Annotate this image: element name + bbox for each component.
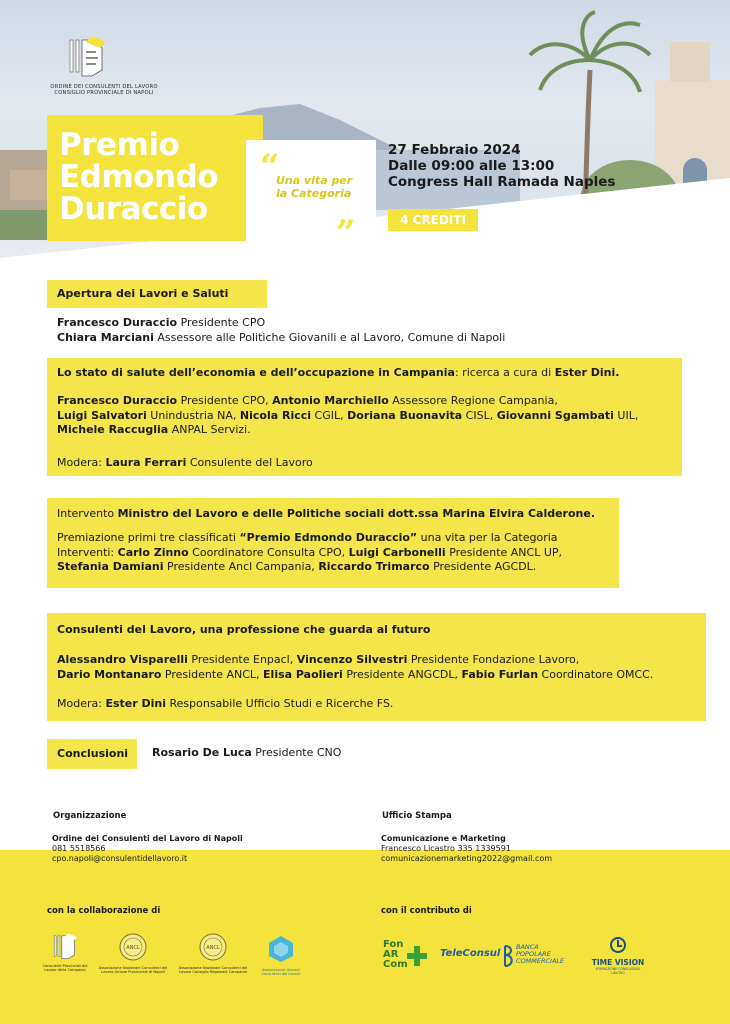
section-title-text: Lo stato di salute dell’economia e dell’occupazione in Campania	[57, 366, 455, 379]
partner-caption: Associazione Nazionale Consulenti del Lavoro Unione Provinciale di Napoli	[98, 966, 168, 975]
award-name: “Premio Edmondo Duraccio”	[239, 531, 418, 544]
speaker-line	[57, 331, 677, 346]
speaker-role: Presidente Enpacl,	[187, 653, 297, 666]
speaker-name: Antonio Marchiello	[272, 394, 389, 407]
collab-label: con la collaborazione di	[47, 906, 161, 916]
partner-ancl-campania	[176, 932, 250, 975]
section-title: Apertura dei Lavori e Saluti	[57, 287, 229, 300]
speaker-role: CGIL,	[311, 408, 348, 422]
event-venue: Congress Hall Ramada Naples	[388, 174, 616, 190]
conclusions-speaker	[152, 746, 341, 761]
sponsor-fonarcom	[383, 940, 433, 980]
cdl-logo-icon	[50, 932, 80, 960]
bpc-text: POPOLARE	[516, 950, 551, 958]
speaker-role: Assessore alle Politiche Giovanili e al Lavoro, Comune di Napoli	[153, 330, 506, 344]
speaker-role: Presidente ANCL UP,	[445, 545, 563, 559]
quote-text: Una vita per la Categoria	[276, 174, 353, 200]
interventions-label: Interventi:	[57, 545, 118, 559]
partner-caption: Associazione Giovani Consulenti del Lavoro	[261, 968, 301, 977]
speaker-name: Elisa Paolieri	[263, 667, 343, 681]
fonarcom-text: AR	[383, 949, 399, 960]
agcdl-logo-icon	[266, 934, 296, 964]
researcher-name: Ester Dini.	[554, 366, 620, 379]
moderator-name: Ester Dini	[105, 697, 166, 710]
fonarcom-text: Fon	[383, 939, 404, 950]
section-economy	[47, 358, 682, 476]
press-contacts	[381, 834, 552, 864]
timevision-logo-icon	[609, 936, 627, 954]
fonarcom-text: Com	[383, 959, 408, 970]
svg-text:ANCL: ANCL	[126, 945, 140, 951]
moderator-name: Laura Ferrari	[105, 456, 187, 469]
speaker-role: UIL,	[613, 408, 639, 422]
moderator-line	[57, 697, 393, 712]
speaker-name: Giovanni Sgambati	[496, 408, 614, 422]
sponsor-timevision	[590, 936, 646, 975]
speaker-name: Carlo Zinno	[117, 545, 189, 559]
title-line: Edmondo	[59, 159, 219, 195]
title-box	[47, 115, 263, 241]
speaker-name: Stefania Damiani	[57, 560, 164, 573]
speaker-name: Luigi Salvatori	[57, 408, 147, 422]
speaker-name: Michele Raccuglia	[57, 423, 169, 436]
event-date: 27 Febbraio 2024	[388, 142, 521, 158]
bpc-logo-icon	[503, 944, 515, 968]
credits-badge: 4 CREDITI	[388, 209, 478, 231]
event-title	[59, 129, 218, 225]
open-quote-icon: “	[260, 147, 280, 187]
speakers-list	[57, 653, 702, 682]
bpc-text: BANCA	[516, 943, 539, 951]
svg-text:ANCL: ANCL	[206, 945, 220, 951]
section-opening-speakers	[57, 316, 677, 345]
speaker-name: Luigi Carbonelli	[348, 545, 446, 559]
org-contacts	[52, 834, 243, 864]
plus-icon	[407, 946, 427, 966]
sponsor-teleconsul: TeleConsul	[440, 948, 501, 959]
press-name: Comunicazione e Marketing	[381, 834, 506, 843]
conclusions-label: Conclusioni	[57, 747, 129, 760]
minister-line	[57, 507, 617, 522]
partner-ancl-napoli	[96, 932, 170, 975]
section-future	[47, 613, 706, 721]
award-text: una vita per la Categoria	[417, 531, 558, 544]
org-label-box	[47, 806, 137, 826]
contrib-label: con il contributo di	[381, 906, 472, 916]
bpc-text: COMMERCIALE	[516, 957, 565, 965]
speaker-name: Riccardo Trimarco	[318, 560, 430, 573]
speaker-role: Presidente AGCDL.	[429, 560, 537, 573]
event-time: Dalle 09:00 alle 13:00	[388, 158, 555, 174]
speaker-name: Doriana Buonavita	[347, 408, 463, 422]
org-email[interactable]: cpo.napoli@consulentidellavoro.it	[52, 854, 188, 863]
section-title-tail: : ricerca a cura di	[454, 366, 555, 379]
press-label-box	[376, 806, 454, 826]
org-name: Ordine dei Consulenti del Lavoro di Napoli	[52, 834, 243, 843]
ancl-seal-icon	[118, 932, 148, 962]
speaker-role: Assessore Regione Campania,	[388, 394, 558, 407]
org-logo-text: ORDINE DEI CONSULENTI DEL LAVORO CONSIGLIO PROVINCIALE DI NAPOLI	[50, 84, 158, 96]
press-contact: Francesco Licastro 335 1339591	[381, 844, 511, 853]
section-title: Consulenti del Lavoro, una professione che guarda al futuro	[57, 623, 431, 636]
speakers-list	[57, 394, 677, 438]
speaker-name: Alessandro Visparelli	[57, 653, 188, 666]
conclusions-label-box	[47, 739, 137, 769]
partner-caption: Consulenti Provinciali del Lavoro della Campania	[42, 964, 88, 973]
moderator-line	[57, 456, 313, 471]
speaker-name: Dario Montanaro	[57, 667, 162, 681]
quote-box	[246, 140, 376, 254]
speaker-role: ANPAL Servizi.	[168, 423, 251, 436]
moderator-label: Modera:	[57, 456, 106, 469]
award-block	[57, 531, 617, 575]
speaker-role: Coordinatore OMCC.	[538, 667, 654, 681]
cdl-logo-icon	[64, 34, 110, 78]
speaker-role: Presidente Ancl Campania,	[163, 560, 319, 573]
press-email[interactable]: comunicazionemarketing2022@gmail.com	[381, 854, 553, 863]
speaker-name: Francesco Duraccio	[57, 394, 178, 407]
award-text: Premiazione primi tre classificati	[57, 531, 240, 544]
speaker-role: Coordinatore Consulta CPO,	[188, 545, 349, 559]
press-label: Ufficio Stampa	[382, 811, 452, 821]
moderator-role: Responsabile Ufficio Studi e Ricerche FS.	[165, 697, 394, 710]
moderator-role: Consulente del Lavoro	[186, 456, 313, 469]
speaker-name: Chiara Marciani	[57, 330, 154, 344]
speaker-name: Francesco Duraccio	[57, 316, 178, 329]
title-line: Premio	[59, 127, 180, 163]
partner-caption: Associazione Nazionale Consulenti del Lavoro Consiglio Regionale Campania	[178, 966, 248, 975]
ancl-seal-icon	[198, 932, 228, 962]
speaker-role: Presidente CNO	[251, 746, 342, 759]
speaker-role: CISL,	[462, 408, 497, 422]
speaker-role: Presidente Fondazione Lavoro,	[407, 653, 580, 666]
close-quote-icon: ”	[336, 213, 356, 253]
speaker-role: Unindustria NA,	[146, 408, 240, 422]
speaker-name: Vincenzo Silvestri	[296, 653, 408, 666]
speaker-role: Presidente CPO	[177, 316, 266, 329]
org-label: Organizzazione	[53, 811, 127, 821]
timevision-text: TIME VISION	[591, 958, 645, 967]
moderator-label: Modera:	[57, 697, 106, 710]
speaker-name: Rosario De Luca	[152, 746, 252, 759]
speaker-line	[57, 316, 677, 331]
timevision-sub: FORMAZIONE CONSULENZA LAVORO	[595, 967, 641, 975]
org-phone: 081 5518566	[52, 844, 106, 853]
partner-cdl-campania	[40, 932, 90, 973]
section-ministry-award	[47, 498, 619, 588]
event-info	[388, 142, 615, 190]
intro-text: Intervento	[57, 507, 118, 520]
title-line: Duraccio	[59, 191, 208, 227]
speaker-name: Fabio Furlan	[461, 667, 539, 681]
minister-name: Ministro del Lavoro e delle Politiche sociali dott.ssa Marina Elvira Calderone.	[117, 507, 596, 520]
speaker-name: Nicola Ricci	[239, 408, 312, 422]
speaker-role: Presidente ANGCDL,	[342, 667, 462, 681]
section-title	[57, 366, 677, 381]
section-opening-title	[47, 280, 267, 308]
speaker-role: Presidente CPO,	[177, 394, 273, 407]
speaker-role: Presidente ANCL,	[161, 667, 264, 681]
partner-agcdl	[256, 934, 306, 977]
